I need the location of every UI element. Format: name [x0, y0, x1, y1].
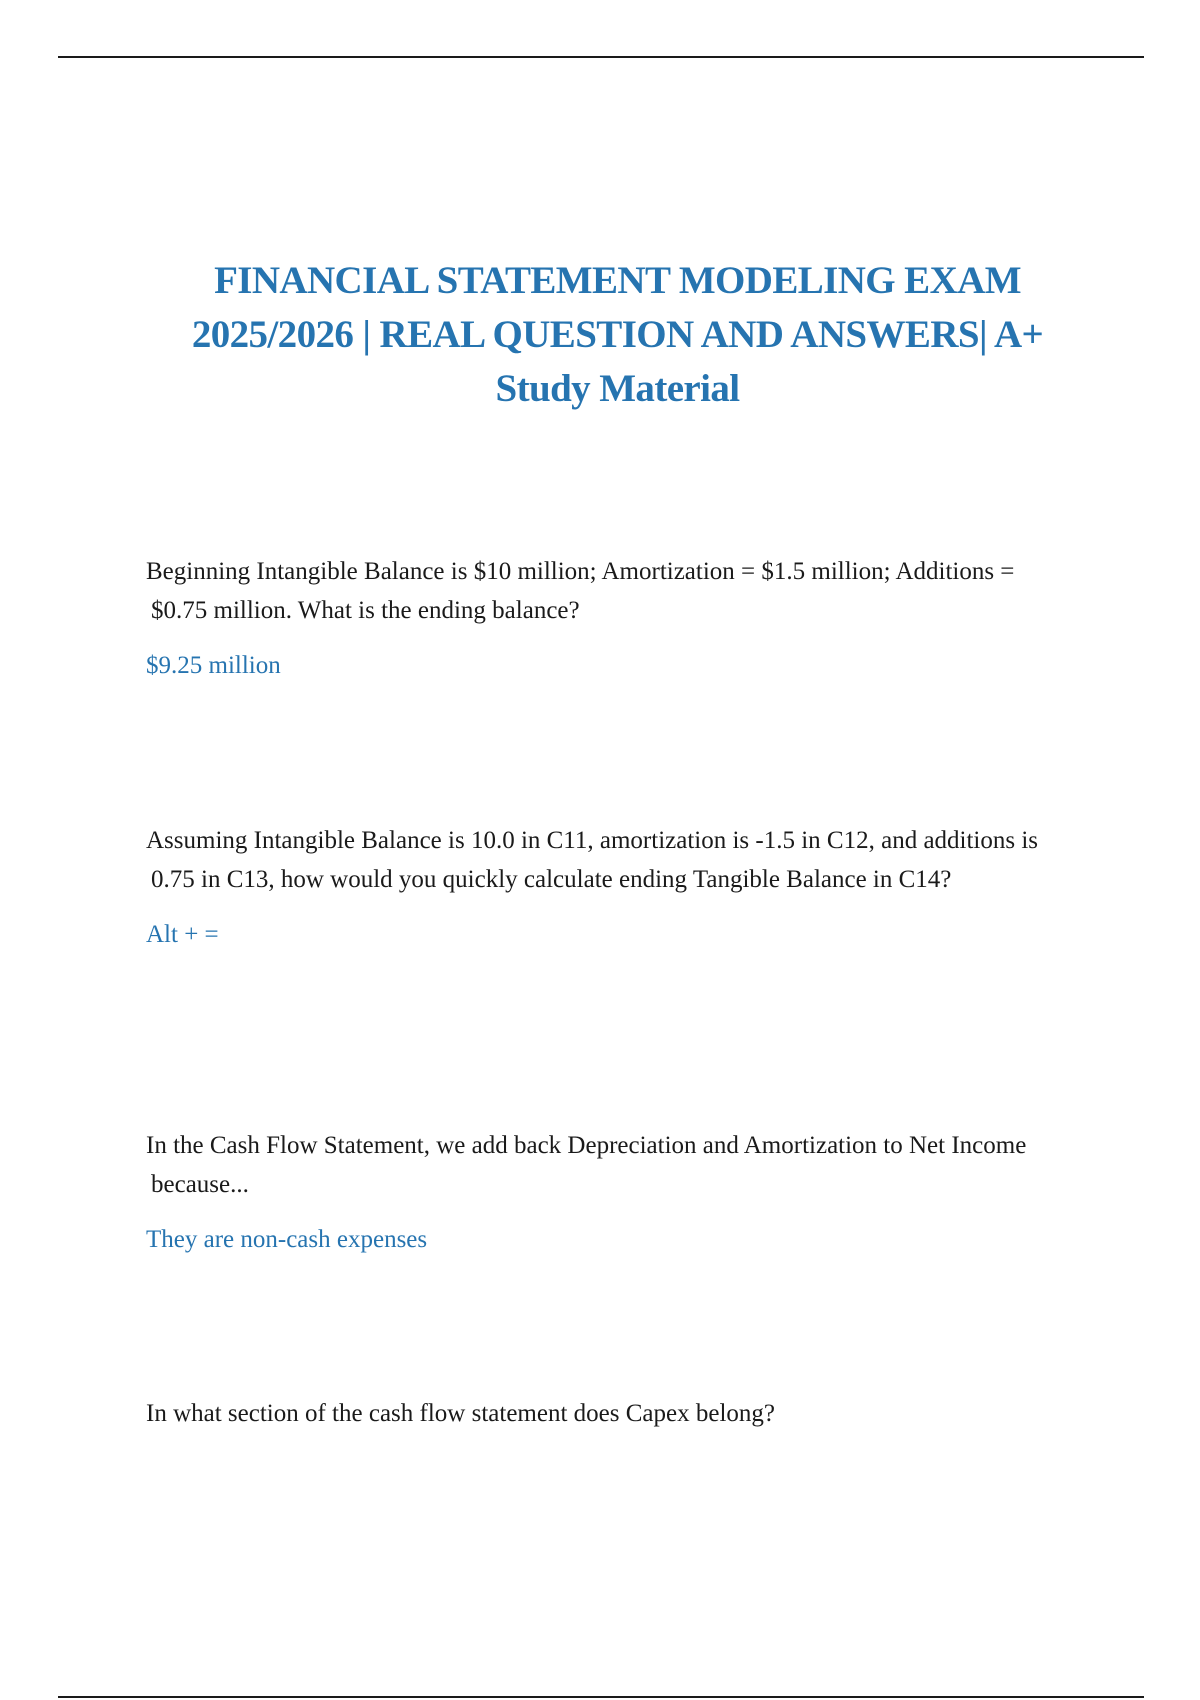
question-text: Assuming Intangible Balance is 10.0 in C11, amortization is -1.5 in C12, and additions is 0.75 in C13, how would you quickly calculate ending Tangible Balance in C14? [146, 827, 1039, 893]
title-line-2: 2025/2026 | REAL QUESTION AND ANSWERS| A+ [191, 313, 1044, 356]
question-text: In the Cash Flow Statement, we add back Depreciation and Amortization to Net Income because... [146, 1132, 1027, 1198]
header-rule [58, 56, 1144, 58]
answer-text: $9.25 million [146, 652, 281, 679]
title-line-1: FINANCIAL STATEMENT MODELING EXAM [214, 259, 1021, 302]
question-text: In what section of the cash flow statement does Capex belong? [146, 1400, 775, 1427]
answer-text: Alt + = [146, 921, 219, 948]
title-line-3: Study Material [495, 367, 740, 410]
question-text: Beginning Intangible Balance is $10 million; Amortization = $1.5 million; Additions = $0.75 million. What is the ending balance? [146, 558, 1015, 624]
qa-item [146, 1394, 1066, 1449]
qa-item [146, 1126, 1066, 1259]
qa-item [146, 552, 1066, 685]
document-title [100, 254, 1135, 416]
qa-item [146, 821, 1066, 954]
footer-rule [58, 1696, 1144, 1698]
answer-text: They are non-cash expenses [146, 1226, 428, 1253]
